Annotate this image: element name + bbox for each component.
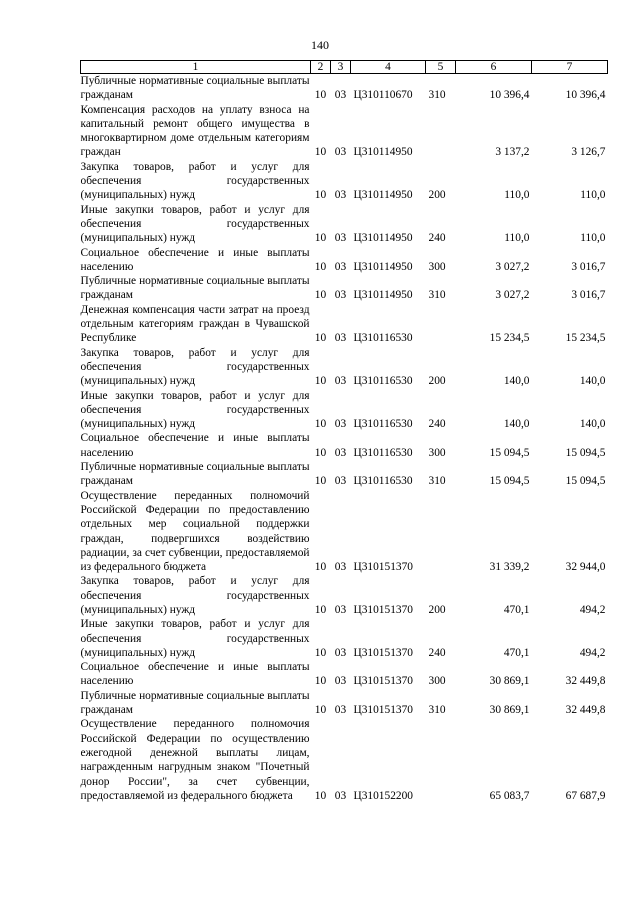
row-amount-year2: 3 126,7 <box>571 146 606 159</box>
row-amount-year1: 110,0 <box>504 189 530 202</box>
row-name: Иные закупки товаров, работ и услуг для обеспечения государственных (муниципальных) нужд <box>80 618 310 659</box>
row-name: Закупка товаров, работ и услуг для обеспечения государственных (муниципальных) нужд <box>80 160 310 202</box>
row-name: Закупка товаров, работ и услуг для обеспечения государственных (муниципальных) нужд <box>80 575 310 616</box>
row-amount-year1: 30 869,1 <box>489 704 530 717</box>
row-subsection: 03 <box>334 260 347 273</box>
table-row <box>81 103 608 160</box>
table-row <box>81 389 608 432</box>
row-expense-type: 310 <box>428 289 446 302</box>
row-amount-year2: 140,0 <box>579 418 606 431</box>
row-target-article: Ц310151370 <box>353 675 413 688</box>
row-expense-type: 200 <box>428 375 446 388</box>
row-amount-year1: 31 339,2 <box>489 561 530 574</box>
row-expense-type: 200 <box>428 603 446 616</box>
row-subsection: 03 <box>334 332 347 345</box>
table-row <box>81 246 608 275</box>
row-target-article: Ц310151370 <box>353 603 413 616</box>
row-name: Осуществление переданных полномочий Российской Федерации по предоставлению отдельных мер социальной поддержки граждан, подвергшихся воздействию радиации, за счет субвенции, предоставляемой из федерального бюджета <box>80 489 310 574</box>
row-subsection: 03 <box>334 475 347 488</box>
column-header-target-article: 4 <box>351 61 426 74</box>
column-header-name: 1 <box>81 61 311 74</box>
row-amount-year2: 140,0 <box>579 375 606 388</box>
column-header-amount-year1: 6 <box>456 61 532 74</box>
row-name: Публичные нормативные социальные выплаты гражданам <box>80 461 310 488</box>
row-amount-year2: 15 094,5 <box>565 475 606 488</box>
column-numbers-row <box>81 61 608 74</box>
row-amount-year1: 15 094,5 <box>489 475 530 488</box>
row-expense-type: 300 <box>428 675 446 688</box>
row-amount-year2: 32 449,8 <box>565 704 606 717</box>
row-name: Компенсация расходов на уплату взноса на капитальный ремонт общего имущества в многоквартирном доме отдельным категориям граждан <box>80 103 310 159</box>
row-amount-year2: 10 396,4 <box>565 89 606 102</box>
row-amount-year2: 67 687,9 <box>565 789 606 802</box>
row-subsection: 03 <box>334 418 347 431</box>
table-row <box>81 431 608 460</box>
row-target-article: Ц310116530 <box>353 446 413 459</box>
table-row <box>81 274 608 303</box>
row-name: Социальное обеспечение и иные выплаты населению <box>80 246 310 273</box>
row-section: 10 <box>314 289 327 302</box>
row-name: Закупка товаров, работ и услуг для обеспечения государственных (муниципальных) нужд <box>80 346 310 388</box>
row-expense-type: 240 <box>428 418 446 431</box>
row-expense-type: 310 <box>428 704 446 717</box>
row-name: Публичные нормативные социальные выплаты гражданам <box>80 689 310 717</box>
row-name: Социальное обеспечение и иные выплаты населению <box>80 432 310 459</box>
row-subsection: 03 <box>334 375 347 388</box>
row-amount-year2: 494,2 <box>579 646 606 659</box>
column-header-amount-year2: 7 <box>532 61 608 74</box>
row-subsection: 03 <box>334 789 347 802</box>
row-amount-year2: 3 016,7 <box>571 260 606 273</box>
table-row <box>81 574 608 617</box>
row-name: Иные закупки товаров, работ и услуг для обеспечения государственных (муниципальных) нужд <box>80 389 310 431</box>
row-expense-type <box>426 489 456 575</box>
row-amount-year1: 15 234,5 <box>489 332 530 345</box>
row-section: 10 <box>314 232 327 245</box>
row-name: Иные закупки товаров, работ и услуг для обеспечения государственных (муниципальных) нужд <box>80 203 310 245</box>
row-section: 10 <box>314 789 327 802</box>
row-section: 10 <box>314 89 327 102</box>
row-subsection: 03 <box>334 89 347 102</box>
table-row <box>81 303 608 346</box>
row-section: 10 <box>314 561 327 574</box>
column-header-section: 2 <box>311 61 331 74</box>
row-target-article: Ц310116530 <box>353 375 413 388</box>
row-amount-year1: 10 396,4 <box>489 89 530 102</box>
row-section: 10 <box>314 704 327 717</box>
row-amount-year1: 140,0 <box>503 375 530 388</box>
row-amount-year1: 3 137,2 <box>495 146 530 159</box>
row-amount-year1: 3 027,2 <box>495 260 530 273</box>
row-expense-type <box>426 103 456 160</box>
row-section: 10 <box>314 475 327 488</box>
row-amount-year1: 15 094,5 <box>489 446 530 459</box>
row-target-article: Ц310114950 <box>353 146 413 159</box>
row-section: 10 <box>314 446 327 459</box>
row-expense-type <box>426 717 456 803</box>
row-subsection: 03 <box>334 675 347 688</box>
row-amount-year2: 15 234,5 <box>565 332 606 345</box>
row-section: 10 <box>314 418 327 431</box>
column-header-expense-type: 5 <box>426 61 456 74</box>
row-subsection: 03 <box>334 704 347 717</box>
row-expense-type: 240 <box>428 232 446 245</box>
table-row <box>81 489 608 575</box>
row-target-article: Ц310116530 <box>353 418 413 431</box>
table-row <box>81 460 608 489</box>
row-section: 10 <box>314 332 327 345</box>
table-row <box>81 74 608 103</box>
row-section: 10 <box>314 189 327 202</box>
table-row <box>81 617 608 660</box>
row-amount-year1: 30 869,1 <box>489 675 530 688</box>
row-section: 10 <box>314 603 327 616</box>
row-target-article: Ц310152200 <box>353 789 413 802</box>
row-name: Публичные нормативные социальные выплаты гражданам <box>80 275 310 302</box>
row-expense-type: 200 <box>428 189 446 202</box>
row-amount-year2: 15 094,5 <box>565 446 606 459</box>
row-section: 10 <box>314 146 327 159</box>
row-expense-type <box>426 303 456 346</box>
row-amount-year1: 3 027,2 <box>495 289 530 302</box>
row-section: 10 <box>314 260 327 273</box>
budget-table <box>80 60 608 803</box>
row-subsection: 03 <box>334 561 347 574</box>
row-target-article: Ц310114950 <box>353 232 413 245</box>
row-amount-year2: 110,0 <box>580 232 606 245</box>
row-amount-year2: 3 016,7 <box>571 289 606 302</box>
row-target-article: Ц310151370 <box>353 646 413 659</box>
row-subsection: 03 <box>334 146 347 159</box>
column-header-subsection: 3 <box>331 61 351 74</box>
row-amount-year2: 494,2 <box>579 603 606 616</box>
table-row <box>81 160 608 203</box>
row-expense-type: 310 <box>428 475 446 488</box>
row-expense-type: 310 <box>428 89 446 102</box>
row-section: 10 <box>314 646 327 659</box>
row-target-article: Ц310151370 <box>353 561 413 574</box>
row-section: 10 <box>314 375 327 388</box>
table-row <box>81 660 608 689</box>
row-target-article: Ц310110670 <box>353 89 413 102</box>
row-name: Денежная компенсация части затрат на проезд отдельным категориям граждан в Чувашской Республике <box>80 303 310 345</box>
row-section: 10 <box>314 675 327 688</box>
row-target-article: Ц310114950 <box>353 260 413 273</box>
row-subsection: 03 <box>334 646 347 659</box>
row-amount-year1: 65 083,7 <box>489 789 530 802</box>
row-target-article: Ц310151370 <box>353 704 413 717</box>
row-amount-year2: 32 944,0 <box>565 561 606 574</box>
table-row <box>81 203 608 246</box>
row-amount-year1: 470,1 <box>503 646 530 659</box>
row-target-article: Ц310116530 <box>353 475 413 488</box>
row-amount-year1: 140,0 <box>503 418 530 431</box>
table-body <box>81 74 608 804</box>
row-subsection: 03 <box>334 446 347 459</box>
row-expense-type: 300 <box>428 446 446 459</box>
row-target-article: Ц310114950 <box>353 189 413 202</box>
row-amount-year1: 110,0 <box>504 232 530 245</box>
row-expense-type: 240 <box>428 646 446 659</box>
row-subsection: 03 <box>334 232 347 245</box>
row-target-article: Ц310114950 <box>353 289 413 302</box>
row-subsection: 03 <box>334 289 347 302</box>
row-expense-type: 300 <box>428 260 446 273</box>
row-name: Социальное обеспечение и иные выплаты населению <box>80 661 310 688</box>
row-subsection: 03 <box>334 189 347 202</box>
row-target-article: Ц310116530 <box>353 332 413 345</box>
row-name: Публичные нормативные социальные выплаты гражданам <box>80 75 310 102</box>
page-number: 140 <box>311 38 329 52</box>
row-amount-year1: 470,1 <box>503 603 530 616</box>
row-amount-year2: 32 449,8 <box>565 675 606 688</box>
table-row <box>81 689 608 718</box>
row-amount-year2: 110,0 <box>580 189 606 202</box>
table-row <box>81 717 608 803</box>
table-row <box>81 346 608 389</box>
row-subsection: 03 <box>334 603 347 616</box>
row-name: Осуществление переданного полномочия Российской Федерации по осуществлению ежегодной денежной выплаты лицам, награжденным нагрудным знаком "Почетный донор России", за счет субвенции, предоставляемой из федерального бюджета <box>80 718 310 802</box>
